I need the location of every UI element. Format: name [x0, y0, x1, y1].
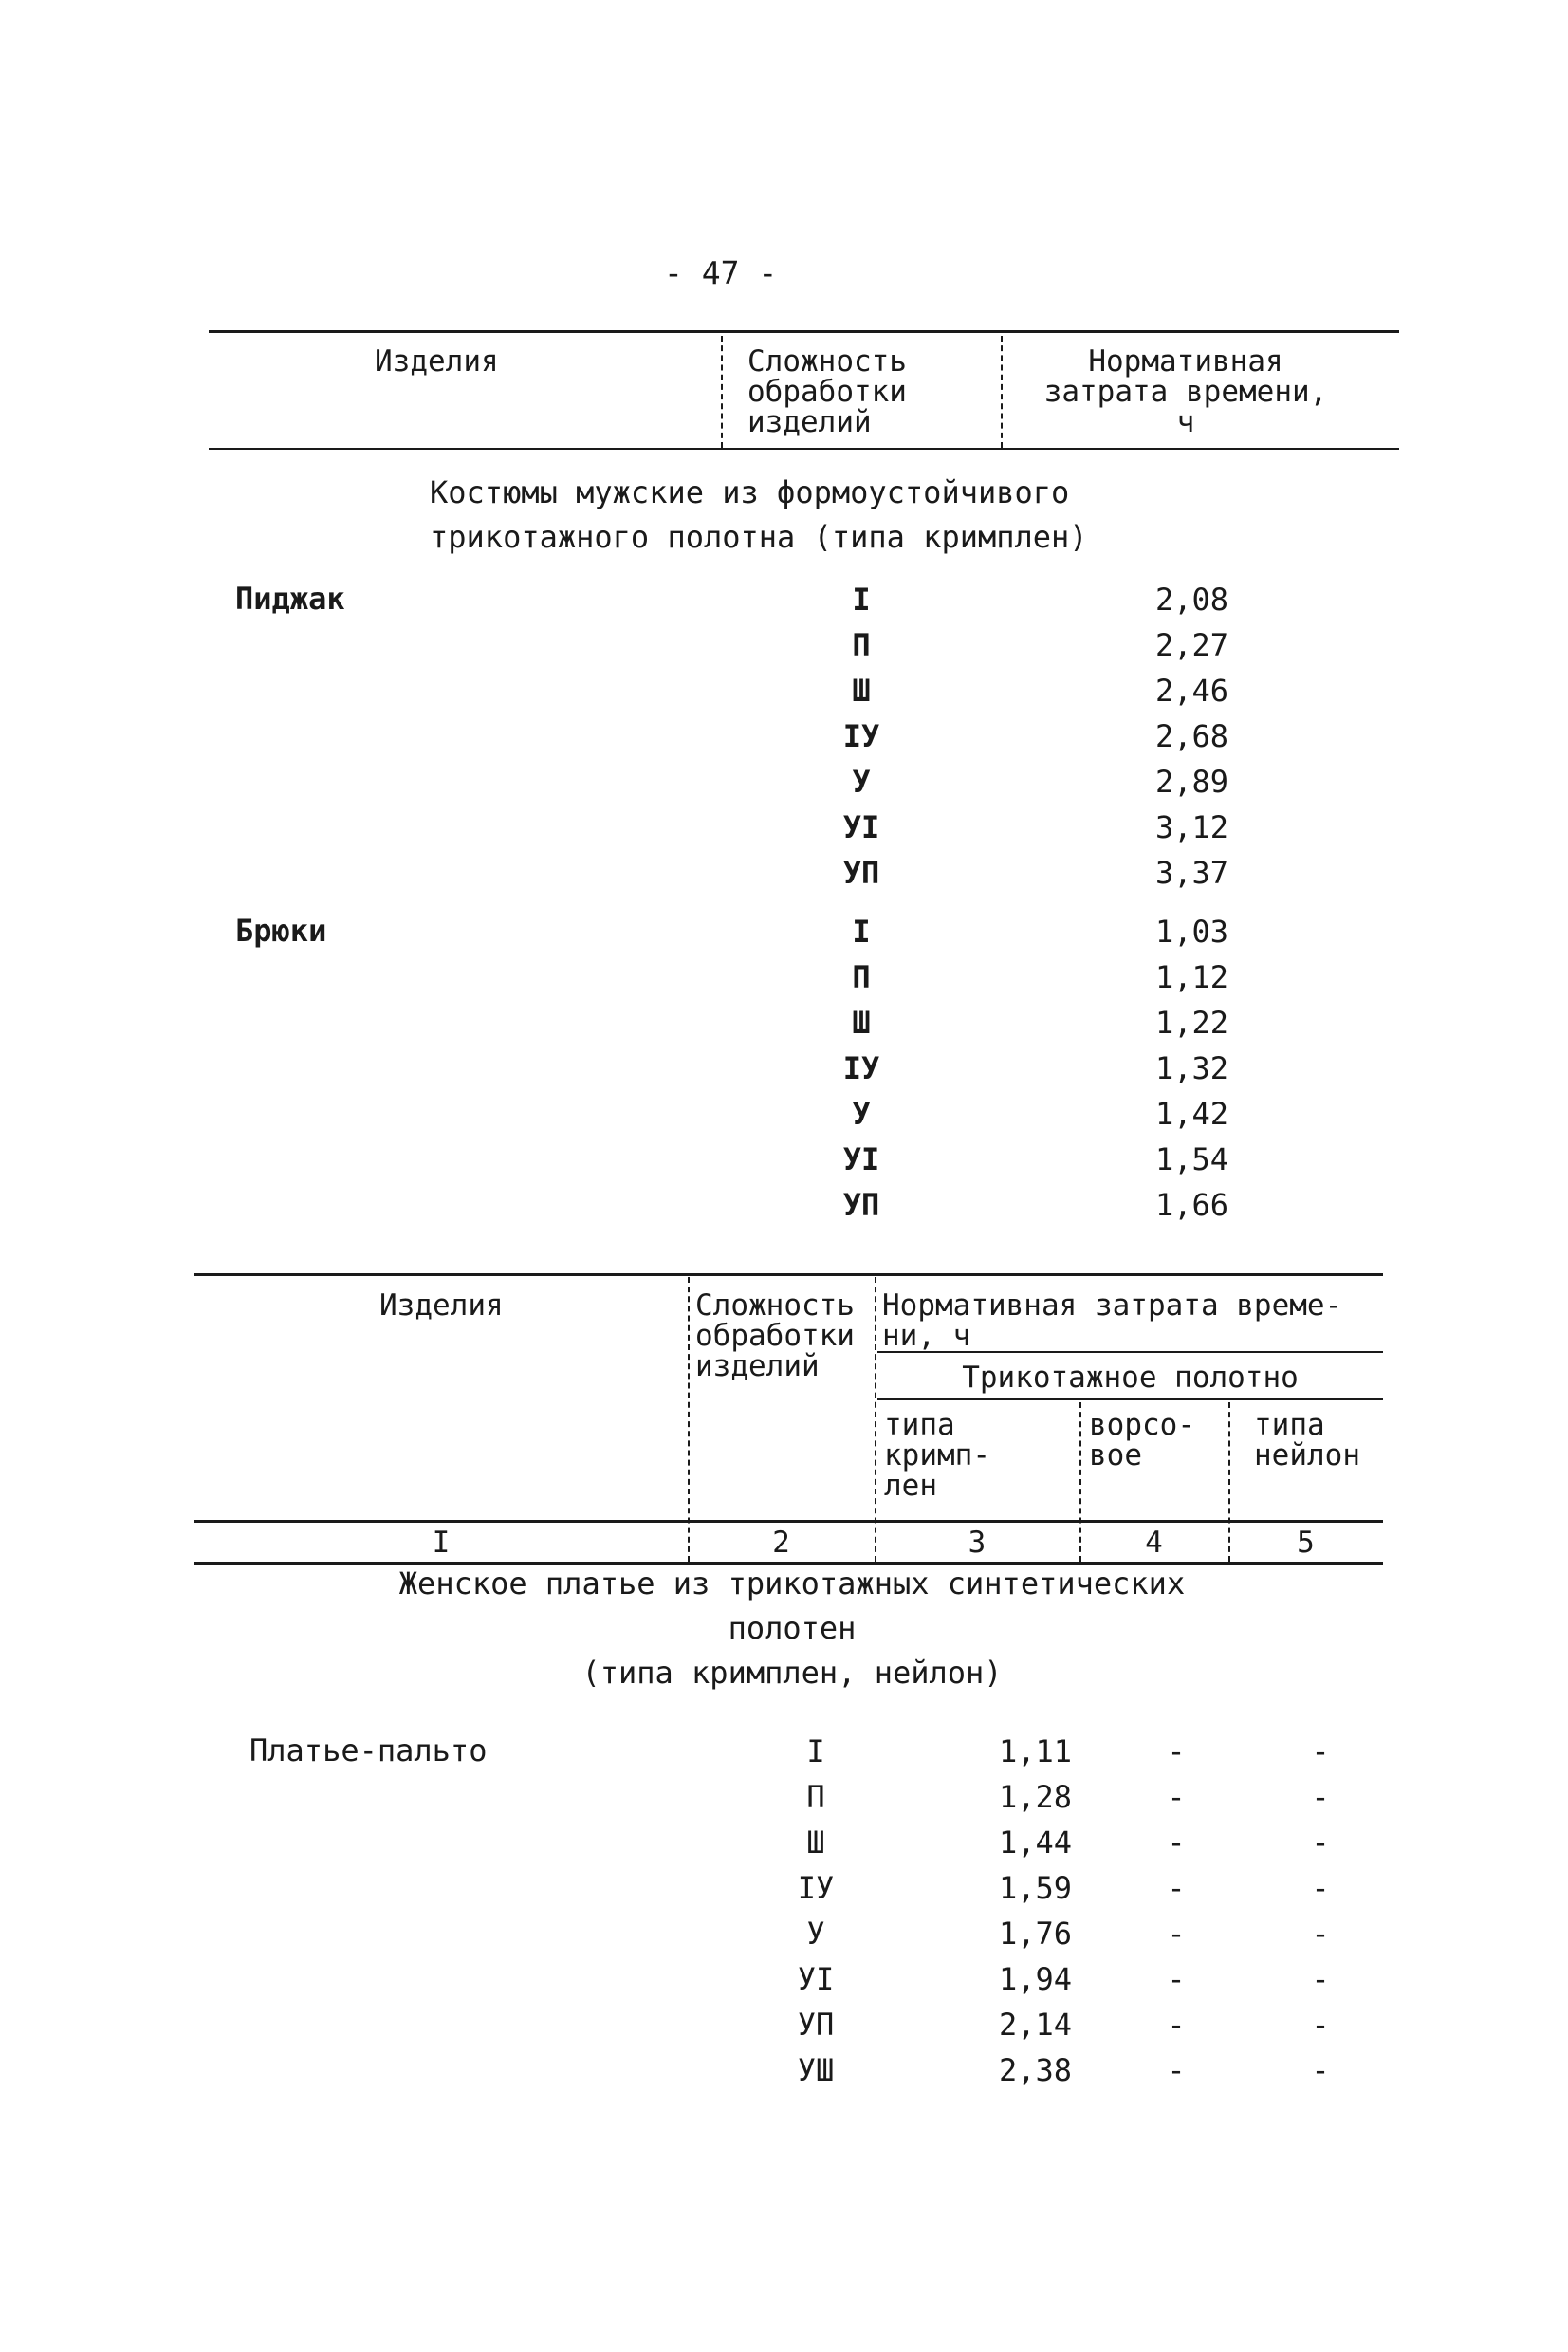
- dash-cell: -: [1311, 2007, 1330, 2043]
- table2-item-dress-coat: Платье-пальто: [249, 1732, 488, 1769]
- grade-cell: УП: [842, 1187, 880, 1223]
- dash-cell: -: [1311, 1916, 1330, 1952]
- table2-section-title: Женское платье из трикотажных синтетических полотен (типа кримплен, нейлон): [398, 1565, 1186, 1691]
- table1-section-title: Костюмы мужские из формоустойчивого трикотажного полотна (типа кримплен): [430, 474, 1088, 555]
- dash-cell: -: [1311, 1824, 1330, 1861]
- grade-cell: У: [806, 1916, 825, 1952]
- grade-cell: Ш: [852, 673, 871, 709]
- dash-cell: -: [1311, 1779, 1330, 1815]
- grade-cell: IУ: [842, 718, 880, 754]
- grade-cell: IУ: [797, 1870, 835, 1906]
- dash-cell: -: [1167, 1824, 1186, 1861]
- dash-cell: -: [1311, 1870, 1330, 1906]
- grade-cell: I: [852, 914, 871, 950]
- dash-cell: -: [1167, 2007, 1186, 2043]
- dash-cell: -: [1167, 1870, 1186, 1906]
- value-cell: 3,37: [1154, 855, 1228, 891]
- grade-cell: УI: [797, 1961, 835, 1997]
- value-cell: 1,94: [998, 1961, 1072, 1997]
- value-cell: 1,59: [998, 1870, 1072, 1906]
- value-cell: 1,12: [1154, 959, 1228, 995]
- dash-cell: -: [1167, 1961, 1186, 1997]
- value-cell: 2,89: [1154, 764, 1228, 800]
- value-cell: 1,32: [1154, 1050, 1228, 1086]
- table1-header-bottom-rule: [209, 448, 1399, 450]
- value-cell: 1,44: [998, 1824, 1072, 1861]
- table1-col-divider-2: [1001, 336, 1003, 448]
- value-cell: 1,03: [1154, 914, 1228, 950]
- table2-colnum-3: 3: [968, 1526, 987, 1560]
- page-number: - 47 -: [664, 254, 778, 291]
- table1-top-rule: [209, 330, 1399, 333]
- value-cell: 1,42: [1154, 1096, 1228, 1132]
- dash-cell: -: [1311, 1961, 1330, 1997]
- table2-col-divider-1: [688, 1277, 690, 1562]
- dash-cell: -: [1311, 1733, 1330, 1769]
- dash-cell: -: [1167, 1733, 1186, 1769]
- grade-cell: УП: [842, 855, 880, 891]
- grade-cell: УI: [842, 1141, 880, 1177]
- value-cell: 2,38: [998, 2052, 1072, 2088]
- grade-cell: У: [852, 764, 871, 800]
- table1-col-divider-1: [721, 336, 723, 448]
- value-cell: 1,66: [1154, 1187, 1228, 1223]
- table1-item-jacket: Пиджак: [235, 581, 345, 617]
- table2-header-sub-pile: ворсо- вое: [1089, 1408, 1195, 1472]
- grade-cell: П: [852, 959, 871, 995]
- grade-cell: УI: [842, 809, 880, 845]
- table2-header-norm-time: Нормативная затрата време- ни, ч: [882, 1288, 1343, 1353]
- grade-cell: I: [806, 1733, 825, 1769]
- table2-colnum-4: 4: [1145, 1526, 1163, 1560]
- table2-colnum-5: 5: [1297, 1526, 1315, 1560]
- table1-item-trousers: Брюки: [235, 913, 327, 949]
- grade-cell: IУ: [842, 1050, 880, 1086]
- grade-cell: УП: [797, 2007, 835, 2043]
- table2-header-sub-crimplene: типа кримп- лен: [884, 1408, 990, 1503]
- grade-cell: У: [852, 1096, 871, 1132]
- table2-header-complexity: Сложность обработки изделий: [695, 1288, 855, 1383]
- value-cell: 1,54: [1154, 1141, 1228, 1177]
- value-cell: 2,14: [998, 2007, 1072, 2043]
- dash-cell: -: [1311, 2052, 1330, 2088]
- table2-col-divider-2: [875, 1277, 876, 1562]
- table2-colnum-2: 2: [772, 1526, 790, 1560]
- grade-cell: УШ: [797, 2052, 835, 2088]
- grade-cell: Ш: [806, 1824, 825, 1861]
- value-cell: 2,27: [1154, 627, 1228, 663]
- table2-header-item: Изделия: [379, 1288, 504, 1323]
- table1-header-norm-time: Нормативная затрата времени, ч: [1043, 344, 1328, 439]
- table1-header-item: Изделия: [375, 344, 499, 379]
- value-cell: 2,68: [1154, 718, 1228, 754]
- table2-colnum-1: I: [432, 1526, 451, 1560]
- table2-top-rule: [194, 1273, 1383, 1276]
- grade-cell: П: [852, 627, 871, 663]
- table2-header-bottom-rule: [194, 1520, 1383, 1523]
- value-cell: 1,11: [998, 1733, 1072, 1769]
- table2-header-sub-nylon: типа нейлон: [1254, 1408, 1360, 1472]
- table1-header-complexity: Сложность обработки изделий: [747, 344, 907, 439]
- value-cell: 3,12: [1154, 809, 1228, 845]
- value-cell: 1,28: [998, 1779, 1072, 1815]
- dash-cell: -: [1167, 1779, 1186, 1815]
- dash-cell: -: [1167, 2052, 1186, 2088]
- grade-cell: П: [806, 1779, 825, 1815]
- table2-header-fabric: Трикотажное полотно: [962, 1361, 1299, 1395]
- dash-cell: -: [1167, 1916, 1186, 1952]
- value-cell: 2,08: [1154, 582, 1228, 618]
- grade-cell: I: [852, 582, 871, 618]
- value-cell: 2,46: [1154, 673, 1228, 709]
- grade-cell: Ш: [852, 1005, 871, 1041]
- table2-fabric-underline: [877, 1398, 1383, 1400]
- value-cell: 1,22: [1154, 1005, 1228, 1041]
- value-cell: 1,76: [998, 1916, 1072, 1952]
- table2-norm-time-underline: [877, 1351, 1383, 1353]
